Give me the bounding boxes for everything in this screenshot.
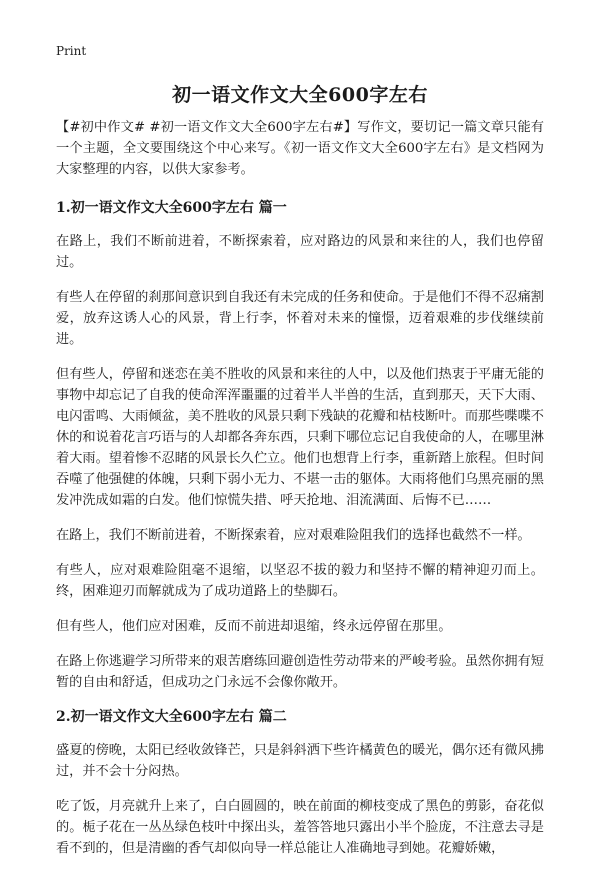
section-heading-1: 1.初一语文作文大全600字左右 篇一 [56,200,287,216]
intro-paragraph: 【#初中作文# #初一语文作文大全600字左右#】写作文，要切记一篇文章只能有一个主题，全文要围绕这个中心来写。《初一语文作文大全600字左右》是文档网为大家整理的内容，以供大家参考。 [56,120,544,177]
paragraph: 盛夏的傍晚，太阳已经收敛锋芒，只是斜斜洒下些许橘黄色的暖光，偶尔还有微风拂过，并不会十分闷热。 [56,743,544,779]
paragraph: 在路上，我们不断前进着，不断探索着，应对路边的风景和来往的人，我们也停留过。 [56,234,544,270]
paragraph: 在路上，我们不断前进着，不断探索着，应对艰难险阻我们的选择也截然不一样。 [56,528,531,543]
paragraph: 吃了饭，月亮就升上来了，白白圆圆的，映在前面的柳枝变成了黑色的剪影，奋花似的。栀子花在一丛丛绿色枝叶中探出头，羞答答地只露出小半个脸庞，不注意去寻是看不到的，但是清幽的香气却似向导一样总能让人准确地寻到她。花瓣娇嫩， [56,799,544,856]
paragraph: 但有些人，他们应对困难，反而不前进却退缩，终永远停留在那里。 [56,619,452,634]
paragraph: 有些人在停留的刹那间意识到自我还有未完成的任务和使命。于是他们不得不忍痛割爱，放弃这诱人心的风景，背上行李，怀着对未来的憧憬，迈着艰难的步伐继续前进。 [56,290,544,347]
article-body [56,117,544,873]
paragraph: 在路上你逃避学习所带来的艰苦磨练回避创造性劳动带来的严峻考验。虽然你拥有短暂的自由和舒适，但成功之门永远不会像你敞开。 [56,654,544,690]
paragraph: 有些人，应对艰难险阻毫不退缩，以坚忍不拔的毅力和坚持不懈的精神迎刃而上。终，困难迎刃而解就成为了成功道路上的垫脚石。 [56,563,544,599]
section-heading-2: 2.初一语文作文大全600字左右 篇二 [56,709,287,725]
paragraph: 但有些人，停留和迷恋在美不胜收的风景和来往的人中，以及他们热衷于平庸无能的事物中却忘记了自我的使命浑浑噩噩的过着半人半兽的生活，直到那天，天下大雨、电闪雷鸣、大雨倾盆，美不胜收的风景只剩下残缺的花瓣和枯枝断叶。而那些喋喋不休的和说着花言巧语与的人却都各奔东西，只剩下哪位忘记自我使命的人，在哪里淋着大雨。望着惨不忍睹的风景长久伫立。他们也想背上行李，重新踏上旅程。但时间吞噬了他强健的体魄，只剩下弱小无力、不堪一击的躯体。大雨将他们乌黑亮丽的黑发冲洗成如霜的白发。他们惊慌失措、呼天抢地、泪流满面、后悔不已…… [56,367,544,508]
page-title: 初一语文作文大全600字左右 [172,84,428,106]
print-label[interactable]: Print [56,44,87,58]
